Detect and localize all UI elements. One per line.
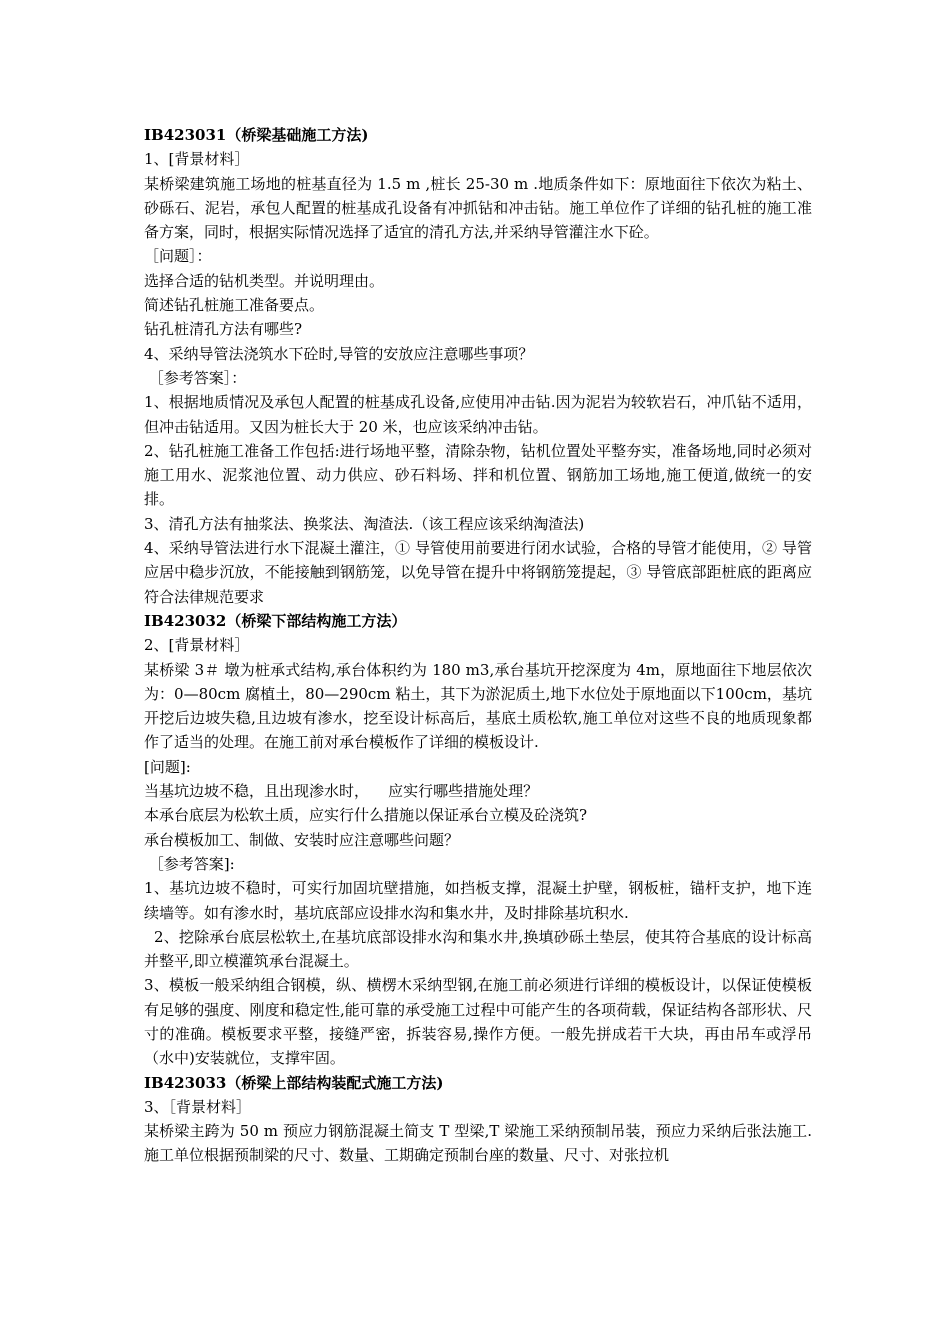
paragraph: 1、[背景材料］: [144, 150, 250, 169]
paragraph: 某桥梁 3＃ 墩为桩承式结构,承台体积约为 180 m3,承台基坑开挖深度为 4m，原地面往下地层依次为：0—80cm 腐植土，80—290cm 粘土，其下为淤泥质土,地下水位处于原地面以下100cm，基坑开挖后边坡失稳,且边坡有渗水，挖至设计标高后，基底土质松软,施工单位对这些不良的地质现象都作了适当的处理。在施工前对承台模板作了详细的模板设计.: [144, 660, 812, 752]
paragraph: 钻孔桩清孔方法有哪些?: [144, 320, 303, 339]
paragraph: ［参考答案］：: [144, 368, 247, 387]
paragraph: 当基坑边坡不稳，且出现渗水时， 应实行哪些措施处理？: [144, 782, 539, 801]
section-heading: IB423031（桥梁基础施工方法): [144, 126, 369, 144]
paragraph: ［问题］：: [144, 247, 212, 266]
paragraph: 3、清孔方法有抽浆法、换浆法、淘渣法.（该工程应该采纳淘渣法): [144, 514, 585, 533]
paragraph: 2、钻孔桩施工准备工作包括:进行场地平整，清除杂物，钻机位置处平整夯实，准备场地,同时必须对施工用水、泥浆池位置、动力供应、砂石料场、拌和机位置、钢筋加工场地,施工便道,做统一的安排。: [144, 441, 812, 509]
paragraph: 某桥梁建筑施工场地的桩基直径为 1.5 m ,桩长 25-30 m .地质条件如下：原地面往下依次为粘土、砂砾石、泥岩，承包人配置的桩基成孔设备有冲抓钻和冲击钻。施工单位作了详细的钻孔桩的施工准备方案，同时，根据实际情况选择了适宜的清孔方法,并采纳导管灌注水下砼。: [144, 174, 812, 242]
section-heading: IB423033（桥梁上部结构装配式施工方法): [144, 1073, 444, 1092]
paragraph: 本承台底层为松软土质，应实行什么措施以保证承台立模及砼浇筑?: [144, 806, 588, 825]
paragraph: 承台模板加工、制做、安装时应注意哪些问题？: [144, 830, 460, 849]
paragraph: 某桥梁主跨为 50 m 预应力钢筋混凝土简支 T 型梁,T 梁施工采纳预制吊装，预应力采纳后张法施工.施工单位根据预制梁的尺寸、数量、工期确定预制台座的数量、尺寸、对张拉机: [144, 1122, 812, 1165]
section-heading: IB423032（桥梁下部结构施工方法）: [144, 611, 407, 630]
paragraph: 4、采纳导管法进行水下混凝土灌注，① 导管使用前要进行闭水试验，合格的导管才能使用，② 导管应居中稳步沉放，不能接触到钢筋笼，以免导管在提升中将钢筋笼提起，③ 导管底部距桩底的距离应符合法律规范要求: [144, 539, 812, 606]
paragraph: 2、挖除承台底层松软土,在基坑底部设排水沟和集水井,换填砂砾土垫层，使其符合基底的设计标高并整平,即立模灌筑承台混凝土。: [144, 927, 812, 971]
document-body: [144, 123, 812, 1168]
paragraph: [问题]:: [144, 757, 191, 776]
paragraph: 3、［背景材料］: [144, 1097, 252, 1116]
paragraph: 简述钻孔桩施工准备要点。: [144, 296, 325, 315]
paragraph: 选择合适的钻机类型。并说明理由。: [144, 271, 385, 290]
paragraph: 2、[背景材料］: [144, 636, 250, 655]
paragraph: 4、采纳导管法浇筑水下砼时,导管的安放应注意哪些事项？: [144, 344, 534, 363]
paragraph: 3、模板一般采纳组合钢模，纵、横楞木采纳型钢,在施工前必须进行详细的模板设计，以保证使模板有足够的强度、刚度和稳定性,能可靠的承受施工过程中可能产生的各项荷载，保证结构各部形状、尺寸的准确。模板要求平整，接缝严密，拆装容易,操作方便。一般先拼成若干大块，再由吊车或浮吊（水中)安装就位，支撑牢固。: [144, 976, 812, 1068]
paragraph: 1、根据地质情况及承包人配置的桩基成孔设备,应使用冲击钻.因为泥岩为较软岩石，冲爪钻不适用，但冲击钻适用。又因为桩长大于 20 米，也应该采纳冲击钻。: [144, 393, 812, 436]
paragraph: ［参考答案]:: [144, 854, 235, 873]
paragraph: 1、基坑边坡不稳时，可实行加固坑壁措施，如挡板支撑，混凝土护壁，钢板桩，锚杆支护，地下连续墙等。如有渗水时，基坑底部应设排水沟和集水井，及时排除基坑积水.: [144, 879, 812, 922]
